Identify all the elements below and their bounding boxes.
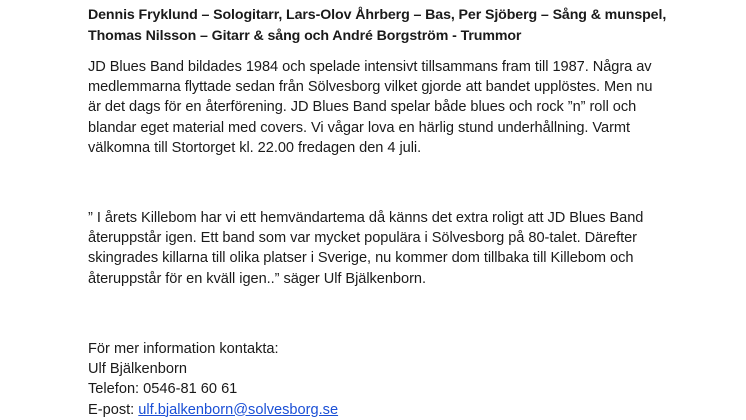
quote-paragraph [88, 208, 728, 289]
quote-line: återuppstår igen. Ett band som var mycket populära i Sölvesborg på 80-talet. Därefter [88, 230, 637, 247]
intro-line: välkomna till Stortorget kl. 22.00 fredagen den 4 juli. [88, 139, 422, 156]
contact-heading: För mer information kontakta: [88, 341, 279, 357]
quote-line: skingrades killarna till olika platser i Sverige, nu kommer dom tillbaka till Killebom och [88, 250, 634, 267]
email-link[interactable]: ulf.bjalkenborn@solvesborg.se [138, 401, 339, 418]
contact-block [88, 339, 728, 420]
credits-line-1: Dennis Fryklund – Sologitarr, Lars-Olov Åhrberg – Bas, Per Sjöberg – Sång & munspel, [88, 7, 667, 23]
intro-paragraph [88, 57, 728, 158]
band-members-credits [88, 5, 728, 47]
contact-name: Ulf Bjälkenborn [88, 361, 187, 378]
quote-line: återuppstår för en kväll igen..” säger Ulf Bjälkenborn. [88, 270, 426, 287]
credits-line-2: Thomas Nilsson – Gitarr & sång och André Borgström - Trummor [88, 28, 522, 44]
contact-phone: Telefon: 0546-81 60 61 [88, 381, 238, 398]
quote-line: ” I årets Killebom har vi ett hemvändartema då känns det extra roligt att JD Blues Band [88, 210, 644, 226]
contact-email-row [88, 400, 728, 420]
intro-line: medlemmarna flyttade sedan från Sölvesborg vilket gjorde att bandet upplöstes. Men nu [88, 79, 653, 96]
intro-line: blandar eget material med covers. Vi vågar lova en härlig stund underhållning. Varmt [88, 119, 631, 136]
email-label: E-post: [88, 401, 139, 418]
intro-line: är det dags för en återförening. JD Blues Band spelar både blues och rock ”n” roll och [88, 99, 637, 116]
intro-line: JD Blues Band bildades 1984 och spelade intensivt tillsammans fram till 1987. Några av [88, 59, 652, 75]
